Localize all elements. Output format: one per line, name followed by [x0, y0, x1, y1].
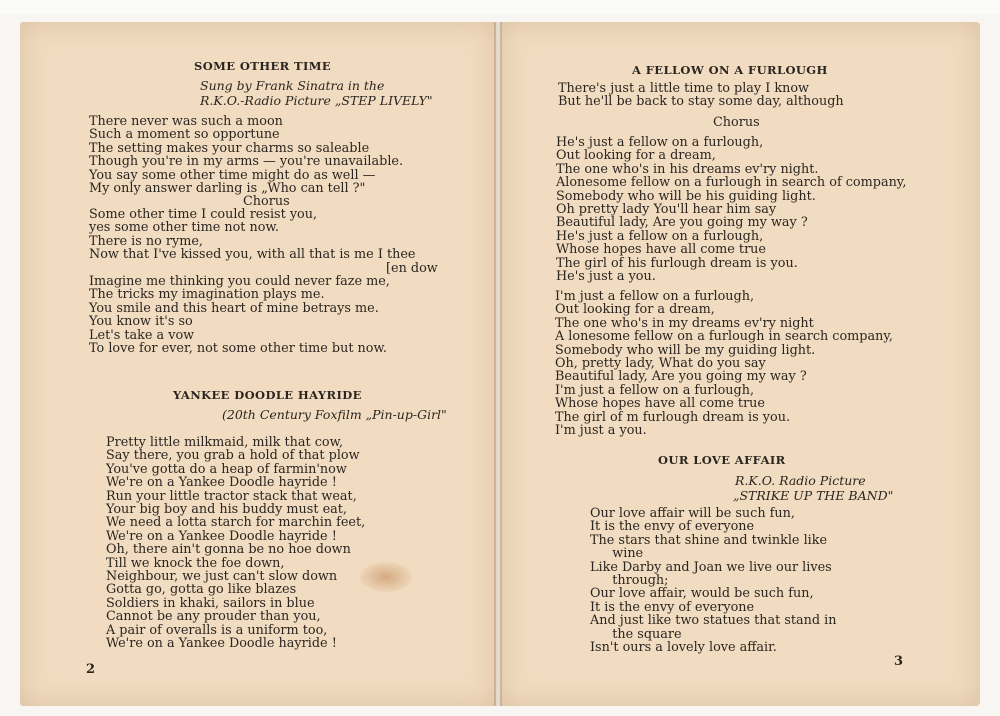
book-spine	[494, 22, 502, 706]
lyric-line: Though you're in my arms — you're unavailable.	[89, 154, 404, 170]
lyric-line: yes some other time not now.	[89, 220, 279, 236]
lyric-line: I'm just a fellow on a furlough,	[555, 382, 755, 398]
lyric-line-wrap: through;	[596, 573, 669, 589]
lyric-line: You've gotta do a heap of farmin'now	[106, 461, 347, 477]
lyric-line: The one who's in his dreams ev'ry night.	[556, 161, 819, 177]
lyric-line: There never was such a moon	[89, 114, 283, 129]
lyric-line: Somebody who will be my guiding light.	[555, 342, 816, 358]
lyric-line: The girl of his furlough dream is you.	[556, 255, 798, 271]
intro	[558, 82, 844, 109]
song-credits	[733, 474, 893, 503]
song-credits	[200, 79, 433, 108]
stanza	[555, 290, 893, 437]
lyric-line: The girl of m furlough dream is you.	[555, 409, 791, 425]
lyric-line: There is no ryme,	[89, 233, 203, 249]
lyric-line: Oh pretty lady You'll hear him say	[556, 202, 777, 218]
stanza	[556, 136, 906, 283]
lyric-line: We're on a Yankee Doodle hayride !	[106, 475, 337, 491]
lyric-line: A lonesome fellow on a furlough in search company,	[555, 329, 893, 345]
lyric-line: Beautiful lady, Are you going my way ?	[556, 215, 808, 231]
lyric-line: Soldiers in khaki, sailors in blue	[106, 595, 315, 611]
lyric-line: A pair of overalls is a uniform too,	[106, 622, 328, 638]
lyric-line: He's just a fellow on a furlough,	[556, 135, 764, 150]
lyric-line: You smile and this heart of mine betrays me.	[89, 300, 379, 316]
lyric-line: But he'll be back to stay some day, although	[558, 94, 844, 110]
lyric-line: Cannot be any prouder than you,	[106, 609, 321, 625]
lyric-line: We need a lotta starch for marchin feet,	[106, 515, 366, 531]
lyric-line: Whose hopes have all come true	[556, 242, 766, 258]
lyric-line: My only answer darling is „Who can tell ?"	[89, 181, 366, 197]
paper-stain	[360, 562, 412, 592]
lyric-line: Till we knock the foe down,	[106, 555, 285, 571]
lyric-line: He's just a you.	[556, 269, 656, 285]
credit-line: Sung by Frank Sinatra in the	[200, 78, 385, 93]
lyric-line: We're on a Yankee Doodle hayride !	[106, 636, 337, 652]
lyric-line: You know it's so	[89, 314, 193, 330]
lyric-line: The stars that shine and twinkle like	[590, 532, 828, 548]
lyric-line: Neighbour, we just can't slow down	[106, 569, 338, 585]
lyric-line: Run your little tractor stack that weat,	[106, 488, 357, 504]
lyric-line: Now that I've kissed you, with all that is me I thee	[89, 247, 416, 263]
lyric-line: It is the envy of everyone	[590, 519, 755, 535]
credit-line: R.K.O. Radio Picture	[735, 473, 866, 488]
lyric-line: Isn't ours a lovely love affair.	[590, 640, 777, 656]
lyric-line-wrap: [en dow	[386, 260, 438, 276]
lyric-line: Imagine me thinking you could never faze me,	[89, 274, 390, 290]
lyric-line: I'm just a you.	[555, 423, 647, 439]
lyric-line: Such a moment so opportune	[89, 127, 280, 143]
lyric-line: There's just a little time to play I know	[558, 81, 809, 96]
lyric-line: Oh, there ain't gonna be no hoe down	[106, 542, 351, 558]
lyric-line: Like Darby and Joan we live our lives	[590, 559, 832, 575]
chorus-label: Chorus	[713, 115, 760, 130]
lyric-line: The one who's in my dreams ev'ry night	[555, 315, 814, 331]
song-title-some-other-time: SOME OTHER TIME	[194, 59, 332, 73]
lyric-line: Alonesome fellow on a furlough in search of company,	[556, 175, 907, 191]
lyric-line: The setting makes your charms so saleable	[89, 140, 370, 156]
chorus	[89, 208, 438, 355]
chorus-label: Chorus	[243, 194, 290, 209]
lyric-line: He's just a fellow on a furlough,	[556, 228, 764, 244]
page-number: 2	[86, 662, 96, 677]
lyric-line: And just like two statues that stand in	[590, 613, 837, 629]
song-credits	[222, 408, 447, 423]
lyric-line: Our love affair will be such fun,	[590, 506, 795, 521]
page-number: 3	[894, 654, 904, 669]
lyric-line: Pretty little milkmaid, milk that cow,	[106, 435, 344, 450]
lyric-line: Let's take a vow	[89, 327, 195, 343]
lyric-line: Some other time I could resist you,	[89, 207, 318, 222]
lyric-line: Beautiful lady, Are you going my way ?	[555, 369, 807, 385]
lyric-line-wrap: the square	[596, 626, 682, 642]
lyric-line: I'm just a fellow on a furlough,	[555, 289, 755, 304]
lyric-line: You say some other time might do as well —	[89, 167, 376, 183]
lyric-line: Somebody who will be his guiding light.	[556, 188, 816, 204]
lyric-line: The tricks my imagination plays me.	[89, 287, 325, 303]
lyrics	[106, 436, 365, 651]
song-title-yankee-doodle-hayride: YANKEE DOODLE HAYRIDE	[173, 388, 362, 402]
lyric-line: Oh, pretty lady, What do you say	[555, 356, 766, 372]
lyric-line: Whose hopes have all come true	[555, 396, 765, 412]
credit-line: (20th Century Foxfilm „Pin-up-Girl"	[222, 407, 447, 422]
song-title-our-love-affair: OUR LOVE AFFAIR	[658, 453, 786, 467]
lyric-line: To love for ever, not some other time but now.	[89, 341, 387, 357]
credit-line: R.K.O.-Radio Picture „STEP LIVELY"	[200, 92, 433, 108]
credit-line: „STRIKE UP THE BAND"	[733, 487, 894, 503]
lyric-line: It is the envy of everyone	[590, 599, 755, 615]
verse	[89, 115, 403, 195]
lyric-line: Out looking for a dream,	[555, 302, 715, 318]
lyric-line: We're on a Yankee Doodle hayride !	[106, 528, 337, 544]
lyric-line: Gotta go, gotta go like blazes	[106, 582, 297, 598]
lyric-line: Say there, you grab a hold of that plow	[106, 448, 360, 464]
lyric-line: Our love affair, would be such fun,	[590, 586, 814, 602]
lyric-line-wrap: wine	[596, 546, 644, 562]
lyrics	[590, 507, 837, 654]
lyric-line: Out looking for a dream,	[556, 148, 716, 164]
song-title-a-fellow-on-a-furlough: A FELLOW ON A FURLOUGH	[632, 63, 828, 77]
lyric-line: Your big boy and his buddy must eat,	[106, 502, 347, 518]
scan-border	[0, 0, 1000, 14]
